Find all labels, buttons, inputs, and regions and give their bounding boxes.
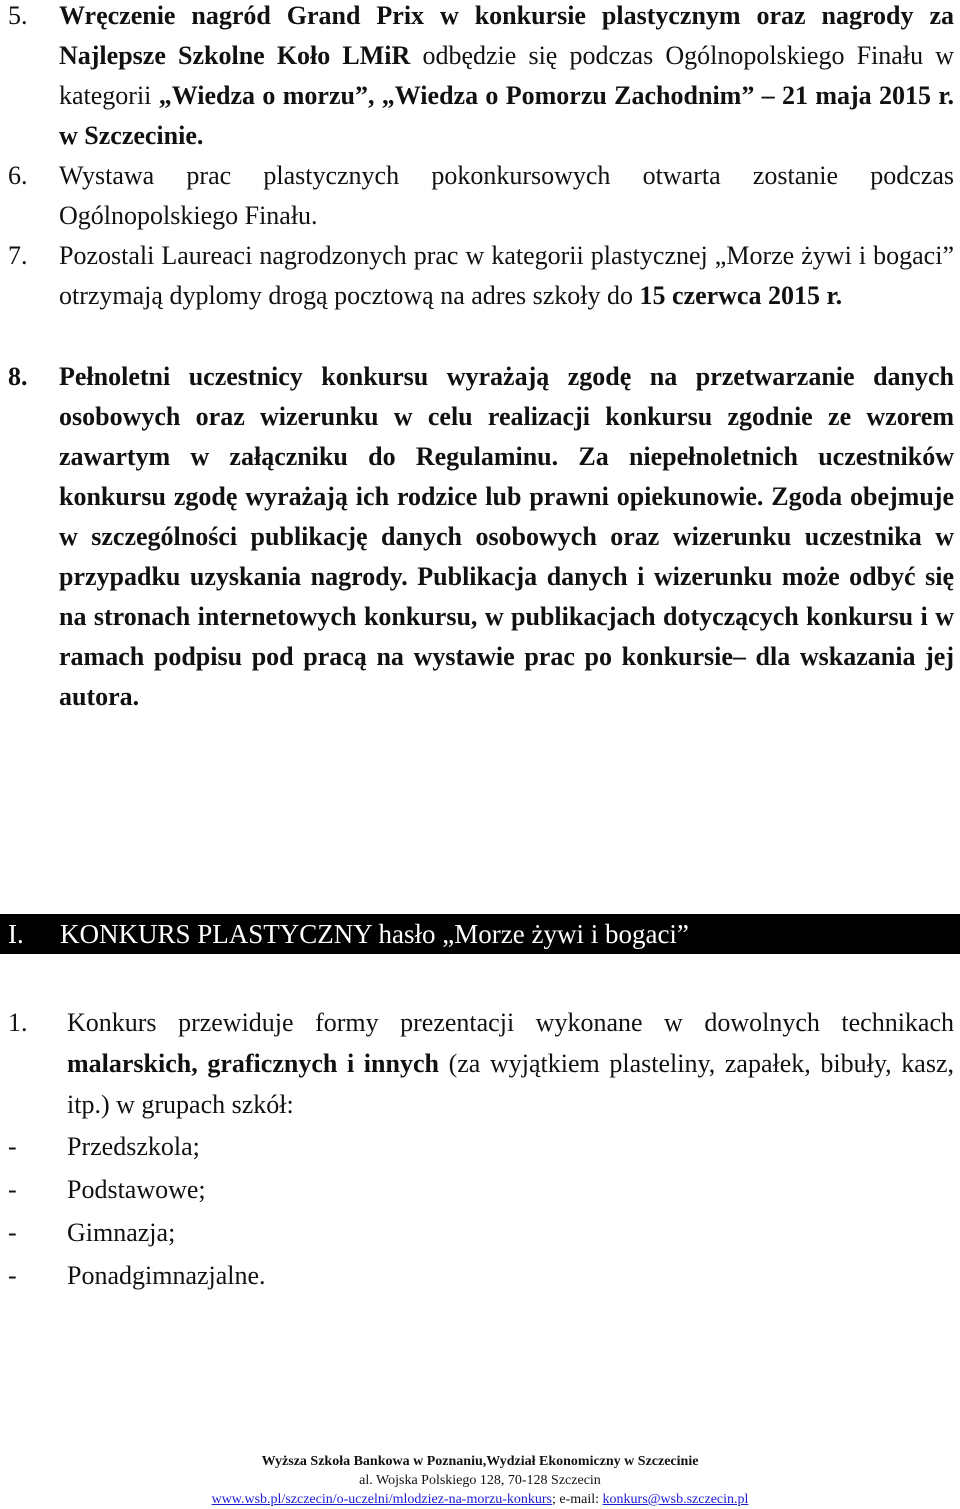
footer-address: al. Wojska Polskiego 128, 70-128 Szczecin bbox=[359, 1473, 601, 1488]
item-text: Pełnoletni uczestnicy konkursu wyrażają zgodę na przetwarzanie danych osobowych oraz wizerunku w celu realizacji konkursu zgodnie ze wzorem zawartym w załączniku do Regulaminu. Za niepełnoletnich uczestników konkursu zgodę wyrażają ich rodzice lub prawni opiekunowie. Zgoda obejmuje w szczególności publikację danych osobowych oraz wizerunku uczestnika w przypadku uzyskania nagrody. Publikacja danych i wizerunku może odbyć się na stronach internetowych konkursu, w publikacjach dotyczących konkursu i w ramach podpisu pod pracą na wystawie prac po konkursie– dla wskazania jej autora. bbox=[59, 362, 954, 711]
item-text-regular: (za wyjątkiem plasteliny, zapałek, bibuły, kasz, itp.) w grupach szkół: bbox=[67, 1049, 955, 1119]
footer-contact bbox=[0, 1490, 960, 1509]
section-list-item-1 bbox=[8, 1002, 954, 1125]
list-item-7 bbox=[8, 236, 954, 316]
bullet-text: Przedszkola; bbox=[67, 1132, 200, 1161]
item-text: Wystawa prac plastycznych pokonkursowych otwarta zostanie podczas Ogólnopolskiego Finału. bbox=[59, 161, 954, 230]
item-text bbox=[67, 1002, 954, 1125]
item-text-bold: Wręczenie nagród Grand Prix w konkursie plastycznym oraz nagrody za Najlepsze Szkolne Koło LMiR bbox=[59, 1, 954, 70]
footer-email-link[interactable]: konkurs@wsb.szczecin.pl bbox=[602, 1492, 749, 1507]
item-text-bold: 15 czerwca 2015 r. bbox=[639, 281, 843, 310]
item-text-regular: Konkurs przewiduje formy prezentacji wykonane w dowolnych technikach bbox=[67, 1008, 954, 1037]
footer-email-label: ; e-mail: bbox=[552, 1492, 603, 1507]
item-number: 6. bbox=[8, 161, 28, 190]
footer-url-link[interactable]: www.wsb.pl/szczecin/o-uczelni/mlodziez-na-morzu-konkurs bbox=[211, 1492, 552, 1507]
bullet-item bbox=[8, 1211, 708, 1254]
bullet-item bbox=[8, 1254, 708, 1297]
item-text bbox=[59, 236, 954, 316]
item-number: 5. bbox=[8, 1, 28, 30]
bullet-text: Podstawowe; bbox=[67, 1175, 206, 1204]
item-number: 8. bbox=[8, 362, 28, 391]
bullet-dash: - bbox=[8, 1175, 17, 1204]
section-heading bbox=[0, 914, 960, 954]
bullet-text: Ponadgimnazjalne. bbox=[67, 1261, 266, 1290]
item-text-bold: malarskich, graficznych i innych bbox=[67, 1049, 439, 1078]
bullet-dash: - bbox=[8, 1132, 17, 1161]
list-item-5 bbox=[8, 0, 954, 156]
item-text-regular: odbędzie się podczas Ogólnopolskiego Finału w kategorii bbox=[59, 41, 954, 110]
bullet-item bbox=[8, 1168, 708, 1211]
item-number: 1. bbox=[8, 1008, 28, 1037]
item-text-regular: Pozostali Laureaci nagrodzonych prac w kategorii plastycznej „Morze żywi i bogaci” otrzymają dyplomy drogą pocztową na adres szkoły do bbox=[59, 241, 954, 310]
bullet-item bbox=[8, 1125, 708, 1168]
item-text-bold: „Wiedza o morzu”, „Wiedza o Pomorzu Zachodnim” – 21 maja 2015 r. w Szczecinie. bbox=[59, 81, 954, 150]
bullet-dash: - bbox=[8, 1218, 17, 1247]
bullet-dash: - bbox=[8, 1261, 17, 1290]
page-footer bbox=[0, 1452, 960, 1509]
item-text bbox=[59, 0, 954, 156]
item-number: 7. bbox=[8, 241, 28, 270]
section-title: KONKURS PLASTYCZNY hasło „Morze żywi i bogaci” bbox=[60, 919, 689, 949]
section-number: I. bbox=[8, 919, 24, 949]
footer-institution: Wyższa Szkoła Bankowa w Poznaniu,Wydział Ekonomiczny w Szczecinie bbox=[261, 1454, 699, 1469]
list-item-8 bbox=[8, 357, 954, 717]
bullet-text: Gimnazja; bbox=[67, 1218, 176, 1247]
school-groups-list bbox=[8, 1125, 708, 1297]
list-item-6 bbox=[8, 156, 954, 236]
